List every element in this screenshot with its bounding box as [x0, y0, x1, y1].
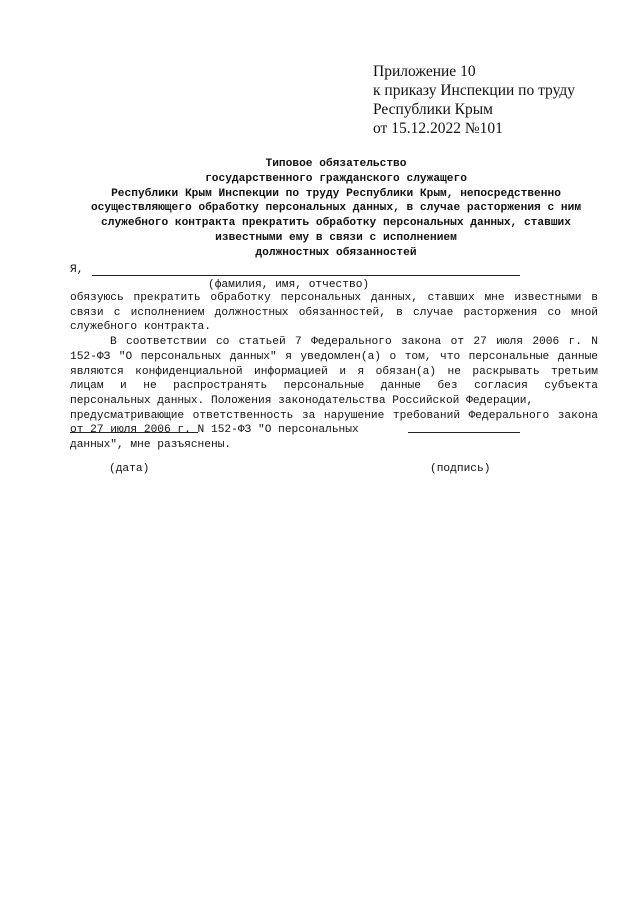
signature-blank-line — [408, 432, 520, 433]
appendix-line: Республики Крым — [373, 101, 493, 118]
title-line: государственного гражданского служащего — [205, 172, 467, 185]
document-body — [70, 291, 598, 453]
fio-caption: (фамилия, имя, отчество) — [208, 279, 370, 291]
body-paragraph: обязуюсь прекратить обработку персональных данных, ставших мне известными в связи с исполнением должностных обязанностей, в случае расторжения со мной служебного контракта. — [70, 292, 598, 334]
title-line: служебного контракта прекратить обработку персональных данных, ставших — [101, 217, 571, 230]
fio-prefix: Я, — [70, 264, 84, 276]
title-line: осуществляющего обработку персональных данных, в случае расторжения с ним — [90, 202, 582, 215]
body-paragraph: предусматривающие ответственность за нарушение требований Федерального закона от 27 июля 2006 г. N 152-ФЗ "О персональных — [70, 409, 598, 437]
appendix-line: к приказу Инспекции по труду — [373, 82, 576, 99]
title-line: Республики Крым Инспекции по труду Республики Крым, непосредственно — [111, 187, 561, 200]
fio-blank-line — [92, 275, 520, 276]
document-title — [62, 157, 610, 261]
title-line: известными ему в связи с исполнением — [215, 231, 457, 244]
date-caption: (дата) — [109, 463, 150, 475]
body-paragraph: В соответствии со статьей 7 Федерального закона от 27 июля 2006 г. N 152-ФЗ "О персональных данных" я уведомлен(а) о том, что персональные данные являются конфиденциальной информацией и я обязан(а) не раскрывать третьим лицам и не распространять персональные данные без согласия субъекта персональных данных. Положения законодательства Российской Федерации, — [70, 336, 598, 407]
appendix-header — [373, 62, 623, 138]
signature-caption: (подпись) — [430, 463, 491, 475]
title-line: Типовое обязательство — [265, 158, 407, 170]
appendix-line: Приложение 10 — [373, 63, 476, 80]
body-paragraph: данных", мне разъяснены. — [70, 439, 232, 452]
title-line: должностных обязанностей — [255, 246, 417, 259]
appendix-line: от 15.12.2022 №101 — [373, 120, 503, 137]
date-blank-line — [70, 432, 198, 433]
